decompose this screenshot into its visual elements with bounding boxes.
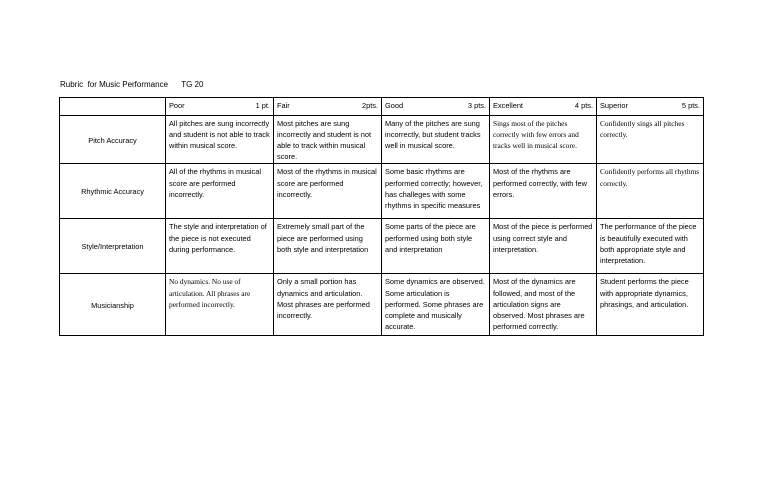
rubric-cell: Sings most of the pitches correctly with few errors and tracks well in musical score. bbox=[490, 116, 597, 164]
rubric-cell: Most of the rhythms are performed correctly, with few errors. bbox=[490, 164, 597, 219]
rubric-cell: No dynamics. No use of articulation. All phrases are performed incorrectly. bbox=[166, 274, 274, 336]
rubric-cell: Many of the pitches are sung incorrectly, but student tracks well in musical score. bbox=[382, 116, 490, 164]
level-name: Fair bbox=[277, 101, 290, 110]
criterion-label: Musicianship bbox=[60, 274, 166, 336]
level-points: 1 pt. bbox=[255, 101, 270, 110]
rubric-cell: Most of the piece is performed using correct style and interpretation. bbox=[490, 219, 597, 274]
rubric-cell: All pitches are sung incorrectly and student is not able to track within musical score. bbox=[166, 116, 274, 164]
rubric-row-style-interpretation bbox=[60, 219, 704, 274]
rubric-row-rhythmic-accuracy bbox=[60, 164, 704, 219]
level-points: 3 pts. bbox=[467, 101, 486, 110]
level-header-good bbox=[382, 98, 490, 116]
level-header-superior bbox=[597, 98, 704, 116]
rubric-cell: Most pitches are sung incorrectly and student is not able to track within musical score. bbox=[274, 116, 382, 164]
rubric-cell: The performance of the piece is beautifully executed with both appropriate style and interpretation. bbox=[597, 219, 704, 274]
rubric-cell: Most of the rhythms in musical score are performed incorrectly. bbox=[274, 164, 382, 219]
criterion-label: Rhythmic Accuracy bbox=[60, 164, 166, 219]
level-points: 5 pts. bbox=[681, 101, 700, 110]
document-title: Rubric for Music Performance TG 20 bbox=[60, 80, 204, 89]
rubric-cell: Extremely small part of the piece are performed using both style and interpretation bbox=[274, 219, 382, 274]
level-name: Superior bbox=[600, 101, 628, 110]
rubric-cell: Student performs the piece with appropriate dynamics, phrasings, and articulation. bbox=[597, 274, 704, 336]
level-header-excellent bbox=[490, 98, 597, 116]
level-points: 2pts. bbox=[361, 101, 378, 110]
rubric-cell: Some parts of the piece are performed using both style and interpretation bbox=[382, 219, 490, 274]
rubric-cell: Only a small portion has dynamics and articulation. Most phrases are performed incorrectly. bbox=[274, 274, 382, 336]
level-name: Excellent bbox=[493, 101, 523, 110]
level-points: 4 pts. bbox=[574, 101, 593, 110]
rubric-cell: All of the rhythms in musical score are performed incorrectly. bbox=[166, 164, 274, 219]
level-name: Poor bbox=[169, 101, 185, 110]
rubric-cell: Some dynamics are observed. Some articulation is performed. Some phrases are complete and musically accurate. bbox=[382, 274, 490, 336]
criterion-label: Style/Interpretation bbox=[60, 219, 166, 274]
level-header-poor bbox=[166, 98, 274, 116]
criterion-label: Pitch Accuracy bbox=[60, 116, 166, 164]
corner-cell bbox=[60, 98, 166, 116]
rubric-row-musicianship bbox=[60, 274, 704, 336]
header-row bbox=[60, 98, 704, 116]
rubric-cell: Confidently sings all pitches correctly. bbox=[597, 116, 704, 164]
rubric-row-pitch-accuracy bbox=[60, 116, 704, 164]
rubric-cell: The style and interpretation of the piece is not executed during performance. bbox=[166, 219, 274, 274]
rubric-cell: Confidently performs all rhythms correctly. bbox=[597, 164, 704, 219]
level-name: Good bbox=[385, 101, 404, 110]
rubric-cell: Some basic rhythms are performed correctly; however, has challeges with some rhythms in specific measures bbox=[382, 164, 490, 219]
rubric-cell: Most of the dynamics are followed, and most of the articulation signs are observed. Most phrases are performed correctly. bbox=[490, 274, 597, 336]
level-header-fair bbox=[274, 98, 382, 116]
rubric-table bbox=[59, 97, 704, 336]
